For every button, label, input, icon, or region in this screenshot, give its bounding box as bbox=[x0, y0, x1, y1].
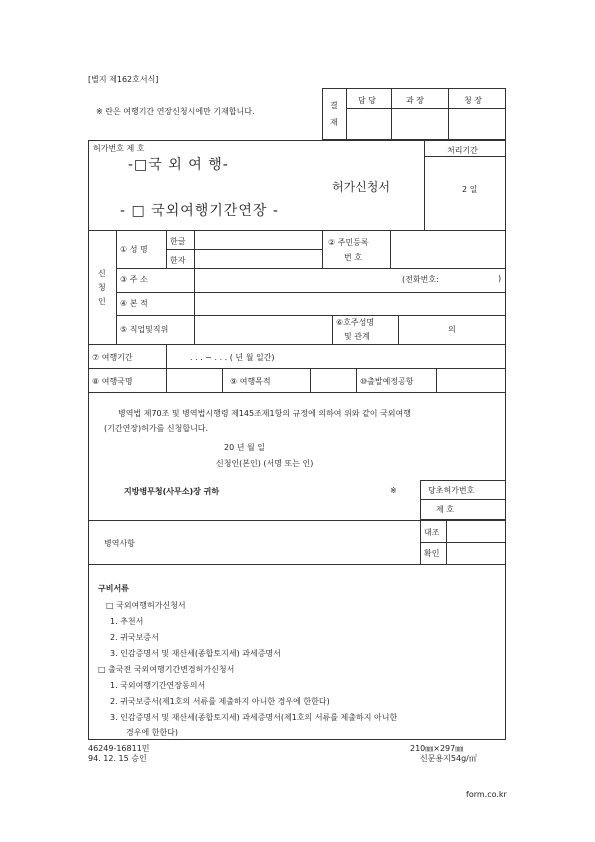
domicile-label: ④ 본 적 bbox=[120, 299, 148, 308]
applicant-side-1: 신 bbox=[98, 269, 106, 278]
country-field[interactable] bbox=[168, 370, 220, 390]
recipient: 지방병무청(사무소)장 귀하 bbox=[124, 487, 220, 496]
permit-number: 허가번호 제 호 bbox=[93, 144, 145, 153]
statement-line-2: (기간연장)허가를 신청합니다. bbox=[104, 424, 209, 433]
hanja-label: 한자 bbox=[170, 256, 186, 265]
port-label: ⑩출발예정공항 bbox=[360, 377, 414, 386]
address-field[interactable] bbox=[196, 270, 396, 288]
approval-label-2: 재 bbox=[330, 118, 338, 127]
form-approval: 94. 12. 15 승인 bbox=[88, 754, 147, 763]
purpose-label: ⑨ 여행목적 bbox=[230, 377, 271, 386]
statement-date: 20 년 월 일 bbox=[224, 443, 265, 452]
applicant-side-3: 인 bbox=[98, 297, 106, 306]
title-overseas-travel: -□국 외 여 행- bbox=[128, 157, 229, 173]
title-extension: - □ 국외여행기간연장 - bbox=[120, 203, 279, 219]
approval-col-chief: 청 장 bbox=[464, 96, 482, 105]
documents-item: 1. 추천서 bbox=[110, 617, 144, 626]
head-suffix: 의 bbox=[448, 325, 456, 334]
documents-section-1: □ 국외여행허가신청서 bbox=[106, 601, 186, 610]
domicile-field[interactable] bbox=[196, 294, 504, 312]
rrn-label-2: 번 호 bbox=[344, 253, 362, 262]
paper-type: 신문용지54g/㎡ bbox=[420, 754, 477, 763]
documents-item: 3. 인감증명서 및 재산세(종합토지세) 과세증명서 bbox=[110, 649, 281, 658]
head-label-2: 및 관계 bbox=[344, 332, 370, 341]
documents-item: 3. 인감증명서 및 재산세(종합토지세) 과세증명서(제1호의 서류를 제출하지 아니한 bbox=[110, 713, 398, 722]
orig-permit-label: 당초허가번호 bbox=[428, 486, 475, 495]
documents-item: 2. 귀국보증서(제1호의 서류를 제출하지 아니한 경우에 한한다) bbox=[110, 697, 330, 706]
job-label: ⑤ 직업및직위 bbox=[120, 325, 169, 334]
documents-title: 구비서류 bbox=[98, 584, 129, 593]
documents-section-2: □ 출국전 국외여행기간변경허가신청서 bbox=[98, 665, 235, 674]
purpose-field[interactable] bbox=[312, 370, 354, 390]
processing-period-value: 2 일 bbox=[462, 185, 478, 194]
form-reference: [별지 제162호서식] bbox=[88, 75, 159, 84]
rrn-field[interactable] bbox=[392, 232, 504, 266]
phone-label: (전화번호: bbox=[402, 275, 439, 284]
applicant-side-2: 청 bbox=[98, 283, 106, 292]
phone-close: ) bbox=[498, 274, 502, 283]
statement-line-1: 병역법 제70조 및 병역법시행령 제145조제1항의 규정에 의하여 위와 같이 국외여행 bbox=[118, 409, 411, 418]
statement-signer: 신청인(본인) (서명 또는 인) bbox=[216, 459, 314, 468]
documents-item: 경우에 한한다) bbox=[126, 728, 179, 737]
paper-size: 210㎜×297㎜ bbox=[410, 744, 464, 753]
approval-col-manager: 과 장 bbox=[406, 96, 424, 105]
military-label: 병역사항 bbox=[104, 539, 135, 548]
confirm-label: 확인 bbox=[424, 549, 440, 558]
recipient-mark: ※ bbox=[390, 486, 397, 495]
period-value[interactable]: . . . ~ . . . ( 년 월 일간) bbox=[190, 353, 275, 362]
extension-note: ※ 란은 여행기간 연장신청시에만 기재합니다. bbox=[96, 107, 255, 116]
approval-col-staff: 담 당 bbox=[358, 96, 376, 105]
orig-permit-value[interactable]: 제 호 bbox=[436, 505, 454, 514]
approval-label-1: 결 bbox=[330, 101, 338, 110]
job-field[interactable] bbox=[196, 317, 330, 342]
address-label: ③ 주 소 bbox=[120, 275, 148, 284]
documents-item: 1. 국외여행기간연장동의서 bbox=[110, 681, 206, 690]
documents-item: 2. 귀국보증서 bbox=[110, 633, 159, 642]
period-label: ⑦ 여행기간 bbox=[92, 353, 133, 362]
port-field[interactable] bbox=[438, 370, 504, 390]
head-label-1: ⑥호주성명 bbox=[336, 318, 375, 327]
site-watermark: form.co.kr bbox=[466, 790, 507, 799]
name-label: ① 성 명 bbox=[120, 245, 148, 254]
military-field[interactable] bbox=[90, 552, 418, 562]
head-field[interactable] bbox=[400, 317, 444, 342]
hangul-label: 한글 bbox=[170, 237, 186, 246]
rrn-label: ② 주민등록 bbox=[328, 238, 369, 247]
form-code: 46249-16811민 bbox=[88, 744, 150, 753]
processing-period-label: 처리기간 bbox=[447, 146, 478, 155]
name-hangul-field[interactable] bbox=[196, 232, 320, 247]
title-application: 허가신청서 bbox=[332, 180, 390, 194]
check-label: 대조 bbox=[424, 528, 440, 537]
name-hanja-field[interactable] bbox=[196, 251, 320, 266]
country-label: ⑧ 여행국명 bbox=[92, 377, 133, 386]
